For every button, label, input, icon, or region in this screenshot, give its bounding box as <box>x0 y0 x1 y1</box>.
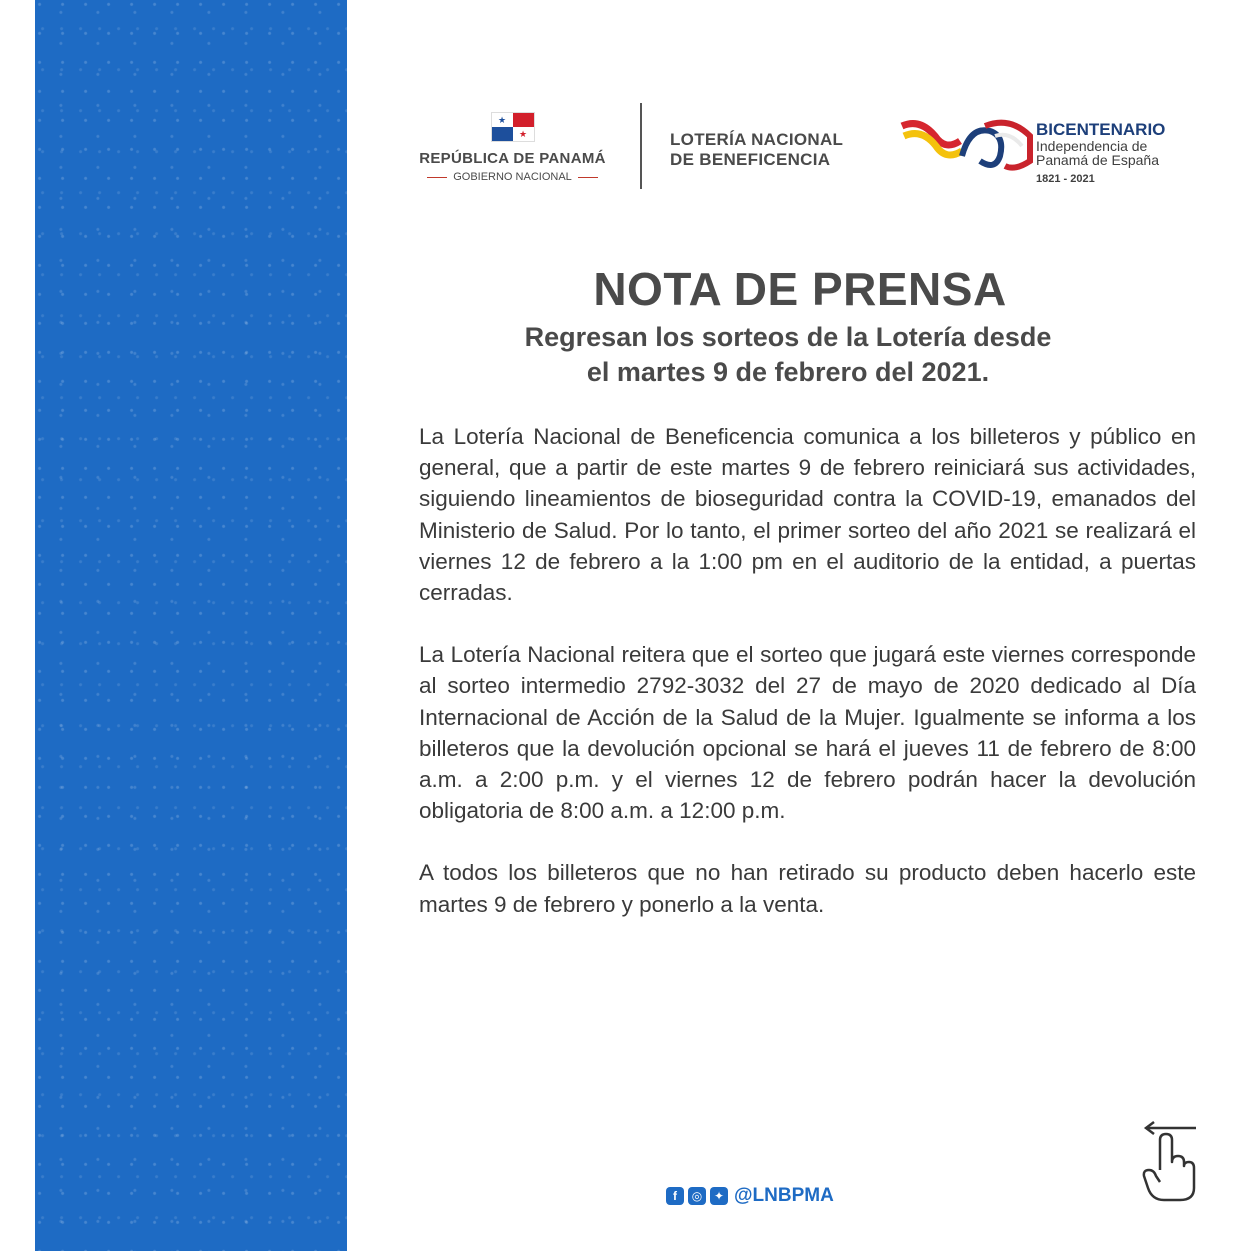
gobierno-logo <box>405 112 620 183</box>
gov-name: REPÚBLICA DE PANAMÁ <box>419 150 606 167</box>
subtitle <box>400 320 1176 390</box>
header-divider <box>640 103 642 189</box>
decorative-blue-band <box>35 0 347 1251</box>
panama-flag-icon: ★ ★ <box>491 112 535 142</box>
lnb-logo <box>670 130 843 170</box>
paragraph-1: La Lotería Nacional de Beneficencia comunica a los billeteros y público en general, que a partir de este martes 9 de febrero reiniciará sus actividades, siguiendo lineamientos de bioseguridad contra la COVID-19, emanados del Ministerio de Salud. Por lo tanto, el primer sorteo del año 2021 se realizará el viernes 12 de febrero a la 1:00 pm en el auditorio de la entidad, a puertas cerradas. <box>419 424 1196 606</box>
page-title: NOTA DE PRENSA <box>593 263 1007 315</box>
bicent-line2: Panamá de España <box>1036 152 1159 168</box>
social-handles <box>666 1185 834 1207</box>
bicent-title: BICENTENARIO <box>1036 120 1166 139</box>
paragraph-2: La Lotería Nacional reitera que el sorteo que jugará este viernes corresponde al sorteo intermedio 2792-3032 del 27 de mayo de 2020 dedicado al Día Internacional de Acción de la Salud de la Mujer. Igualmente se informa a los billeteros que la devolución opcional se hará el jueves 11 de febrero de 8:00 a.m. a 2:00 p.m. y el viernes 12 de febrero podrán hacer la devolución obligatoria de 8:00 a.m. a 12:00 p.m. <box>419 642 1196 824</box>
swipe-hand-icon <box>1140 1120 1200 1205</box>
lnb-line1: LOTERÍA NACIONAL <box>670 130 844 149</box>
bicent-years: 1821 - 2021 <box>1036 173 1095 185</box>
subtitle-line1: Regresan los sorteos de la Lotería desde <box>524 322 1052 352</box>
gov-sub: GOBIERNO NACIONAL <box>453 171 572 183</box>
subtitle-line2: el martes 9 de febrero del 2021. <box>586 357 990 387</box>
press-body <box>419 421 1196 951</box>
facebook-icon[interactable]: f <box>666 1187 684 1205</box>
social-handle[interactable]: @LNBPMA <box>734 1185 834 1206</box>
instagram-icon[interactable]: ◎ <box>688 1187 706 1205</box>
bicentenario-ribbon-icon <box>900 116 1035 176</box>
twitter-icon[interactable]: ✦ <box>710 1187 728 1205</box>
bicentenario-logo <box>900 116 1200 191</box>
bicent-line1: Independencia de <box>1036 138 1148 154</box>
lnb-line2: DE BENEFICENCIA <box>670 150 831 169</box>
paragraph-3: A todos los billeteros que no han retirado su producto deben hacerlo este martes 9 de febrero y ponerlo a la venta. <box>419 860 1196 917</box>
